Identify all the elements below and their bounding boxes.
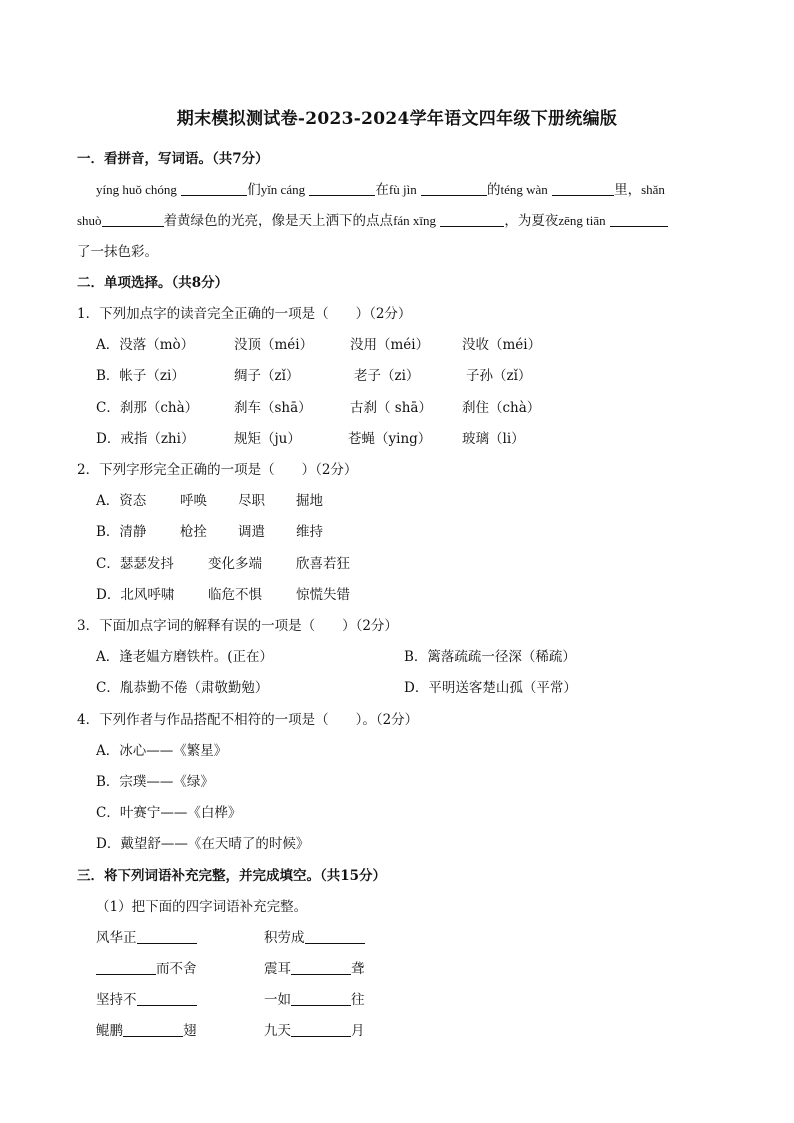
section-1-heading: 一．看拼音，写词语。（共7分）	[77, 151, 269, 167]
option-item: 掘地	[296, 493, 323, 509]
q2-option-b[interactable]	[96, 520, 323, 540]
option-item: 没用（méi）	[350, 337, 430, 353]
answer-blank[interactable]	[309, 181, 375, 196]
answer-blank[interactable]	[291, 960, 351, 975]
section-2-heading: 二．单项选择。（共8分）	[77, 275, 229, 291]
pinyin-yinghuochong: yíng huǒ chóng	[96, 182, 177, 197]
section-3-subtask-1: （1）把下面的四字词语补充完整。	[96, 899, 308, 915]
idiom-text: 聋	[351, 961, 365, 977]
idiom-text: 月	[351, 1023, 365, 1039]
option-item: 没顶（méi）	[234, 337, 314, 353]
option-item: 刹住（chà）	[462, 400, 541, 416]
idiom-row-1	[96, 926, 197, 946]
q4-option-c[interactable]: C．叶赛宁——《白桦》	[96, 805, 242, 821]
answer-blank[interactable]	[291, 1022, 351, 1037]
q1-option-c[interactable]	[96, 396, 540, 416]
option-item: C．瑟瑟发抖	[96, 556, 174, 572]
q1-option-d[interactable]	[96, 427, 525, 447]
option-item: 子孙（zǐ）	[466, 368, 532, 384]
option-item: 惊慌失错	[296, 587, 350, 603]
option-item: 没收（méi）	[462, 337, 542, 353]
pinyin-shan: shǎn	[641, 182, 665, 197]
pinyin-fujin: fù jìn	[388, 182, 417, 197]
answer-blank[interactable]	[552, 181, 614, 196]
text-fragment: 里，	[614, 182, 642, 198]
option-item: A．资态	[96, 493, 147, 509]
option-item: 规矩（ju）	[234, 431, 301, 447]
option-item: C．刹那（chà）	[96, 400, 199, 416]
idiom-text: 翅	[183, 1023, 197, 1039]
question-3-stem: 3．下面加点字词的解释有误的一项是（ ）（2分）	[77, 618, 398, 634]
q2-option-d[interactable]	[96, 583, 350, 603]
answer-blank[interactable]	[421, 181, 487, 196]
q4-option-b[interactable]: B．宗璞——《绿》	[96, 774, 214, 790]
q4-option-a[interactable]: A．冰心——《繁星》	[96, 743, 228, 759]
q2-option-a[interactable]	[96, 489, 323, 509]
idiom-text: 鲲鹏	[96, 1023, 123, 1039]
pinyin-yincang: yǐn cáng	[260, 182, 306, 197]
option-item: A．没落（mò）	[96, 337, 195, 353]
answer-blank[interactable]	[181, 181, 247, 196]
option-item: 玻璃（li）	[462, 431, 525, 447]
text-fragment: ，为夏夜	[504, 213, 559, 229]
q1-option-a[interactable]	[96, 333, 541, 353]
idiom-text: 而不舍	[156, 961, 197, 977]
q3-option-c[interactable]: C．胤恭勤不倦（肃敬勤勉）	[96, 680, 269, 696]
option-item: 苍蝇（ying）	[348, 431, 432, 447]
text-fragment: 在	[375, 182, 389, 198]
text-fragment: 的	[487, 182, 501, 198]
pinyin-line-3: 了一抹色彩。	[77, 244, 158, 260]
answer-blank[interactable]	[291, 991, 351, 1006]
pinyin-line-2	[77, 209, 668, 229]
option-item: 变化多端	[208, 556, 262, 572]
option-item: 维持	[296, 524, 323, 540]
idiom-row-2	[96, 957, 197, 977]
q3-option-d[interactable]: D．平明送客楚山孤（平常）	[404, 680, 577, 696]
option-item: 枪拴	[180, 524, 207, 540]
idiom-row-4	[96, 1019, 197, 1039]
answer-blank[interactable]	[96, 960, 156, 975]
q1-option-b[interactable]	[96, 364, 531, 384]
option-item: 古刹（ shā）	[350, 400, 432, 416]
question-2-stem: 2．下列字形完全正确的一项是（ ）（2分）	[77, 462, 358, 478]
idiom-row-3	[96, 988, 197, 1008]
idiom-text: 坚持不	[96, 992, 137, 1008]
option-item: 欣喜若狂	[296, 556, 350, 572]
answer-blank[interactable]	[137, 991, 197, 1006]
idiom-text: 震耳	[264, 961, 291, 977]
option-item: 尽职	[238, 493, 265, 509]
page-title: 期末模拟测试卷-2023-2024学年语文四年级下册统编版	[176, 109, 618, 129]
option-item: B．帐子（zi）	[96, 368, 185, 384]
q2-option-c[interactable]	[96, 552, 350, 572]
pinyin-zengtian: zēng tiān	[558, 213, 606, 228]
option-item: D．北风呼啸	[96, 587, 175, 603]
answer-blank[interactable]	[123, 1022, 183, 1037]
idiom-text: 往	[351, 992, 365, 1008]
idiom-row-2-right	[264, 957, 365, 977]
pinyin-shuo: shuò	[77, 213, 102, 228]
pinyin-tengwan: téng wàn	[500, 182, 548, 197]
option-item: B．清静	[96, 524, 147, 540]
q3-option-b[interactable]: B．篱落疏疏一径深（稀疏）	[404, 649, 576, 665]
idiom-row-4-right	[264, 1019, 365, 1039]
idiom-row-1-right	[264, 926, 365, 946]
option-item: 老子（zi）	[354, 368, 420, 384]
idiom-text: 积劳成	[264, 930, 305, 946]
question-1-stem: 1．下列加点字的读音完全正确的一项是（ ）（2分）	[77, 306, 412, 322]
answer-blank[interactable]	[102, 212, 164, 227]
option-item: D．戒指（zhi）	[96, 431, 195, 447]
option-item: 调遣	[238, 524, 265, 540]
q4-option-d[interactable]: D．戴望舒——《在天晴了的时候》	[96, 836, 310, 852]
option-item: 绸子（zǐ）	[234, 368, 300, 384]
answer-blank[interactable]	[610, 212, 668, 227]
option-item: 刹车（shā）	[234, 400, 312, 416]
idiom-row-3-right	[264, 988, 365, 1008]
idiom-text: 一如	[264, 992, 291, 1008]
pinyin-line-1	[96, 178, 665, 198]
section-3-heading: 三．将下列词语补充完整，并完成填空。（共15分）	[77, 868, 387, 884]
pinyin-fanxing: fán xīng	[393, 213, 437, 228]
idiom-text: 九天	[264, 1023, 291, 1039]
answer-blank[interactable]	[440, 212, 504, 227]
answer-blank[interactable]	[305, 929, 365, 944]
option-item: 临危不惧	[208, 587, 262, 603]
option-item: 呼唤	[180, 493, 207, 509]
answer-blank[interactable]	[137, 929, 197, 944]
q3-option-a[interactable]: A．逢老媪方磨铁杵。(正在）	[96, 649, 274, 665]
text-fragment: 着黄绿色的光亮，像是天上洒下的点点	[163, 213, 394, 229]
idiom-text: 风华正	[96, 930, 137, 946]
question-4-stem: 4．下列作者与作品搭配不相符的一项是（ ）。（2分）	[77, 712, 419, 728]
text-fragment: 们	[247, 182, 261, 198]
